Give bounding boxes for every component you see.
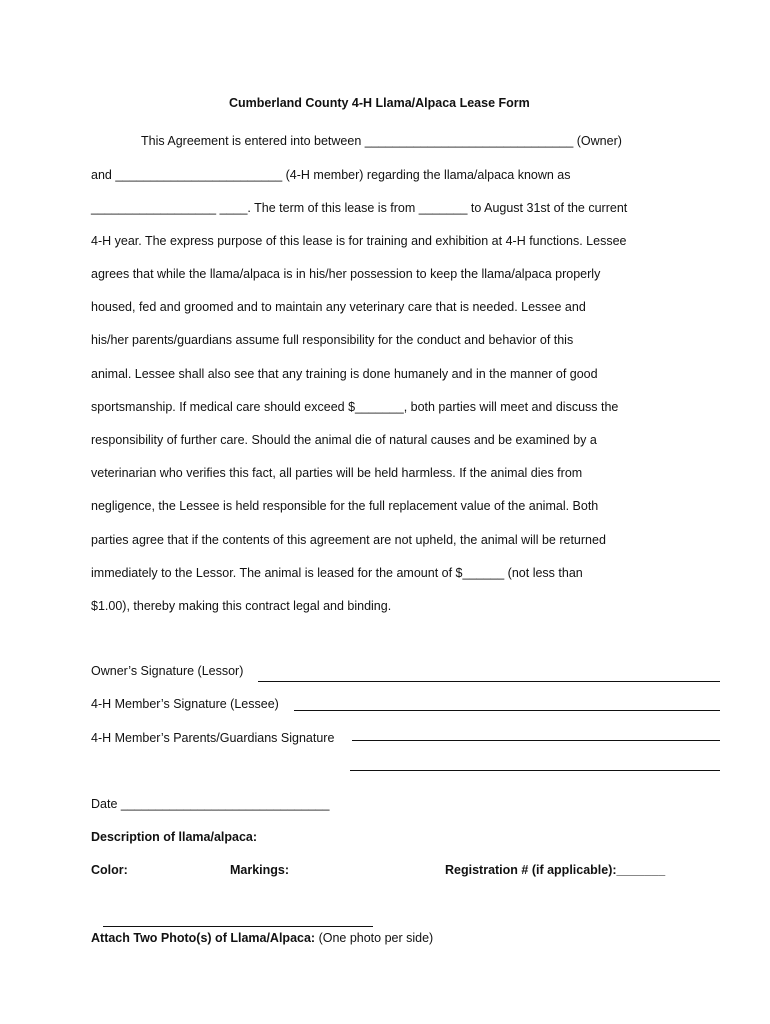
agreement-line-9: sportsmanship. If medical care should exceed $_______, both parties will meet and discuss the	[91, 400, 619, 414]
photo-line	[103, 926, 373, 927]
agreement-line-1: This Agreement is entered into between ______________________________ (Owner)	[141, 134, 622, 148]
agreement-line-13: parties agree that if the contents of this agreement are not upheld, the animal will be returned	[91, 533, 606, 547]
form-title: Cumberland County 4-H Llama/Alpaca Lease Form	[229, 96, 530, 110]
parents-signature-line[interactable]	[352, 740, 720, 741]
agreement-line-10: responsibility of further care. Should the animal die of natural causes and be examined by a	[91, 433, 597, 447]
agreement-line-11: veterinarian who verifies this fact, all parties will be held harmless. If the animal dies from	[91, 466, 583, 480]
agreement-line-12: negligence, the Lessee is held responsible for the full replacement value of the animal. Both	[91, 499, 599, 513]
date-field[interactable]: Date ______________________________	[91, 797, 330, 811]
owner-signature-label: Owner’s Signature (Lessor)	[91, 664, 244, 678]
agreement-line-2: and ________________________ (4-H member) regarding the llama/alpaca known as	[91, 168, 571, 182]
owner-signature-line[interactable]	[258, 681, 720, 682]
parents-signature-line-2[interactable]	[350, 770, 720, 771]
agreement-line-6: housed, fed and groomed and to maintain any veterinary care that is needed. Lessee and	[91, 300, 586, 314]
attach-photos-instruction	[91, 930, 433, 946]
agreement-line-7: his/her parents/guardians assume full responsibility for the conduct and behavior of this	[91, 333, 574, 347]
agreement-line-3: __________________ ____. The term of this lease is from _______ to August 31st of the current	[91, 201, 628, 215]
markings-label: Markings:	[230, 863, 290, 877]
agreement-line-14: immediately to the Lessor. The animal is leased for the amount of $______ (not less than	[91, 566, 583, 580]
description-heading: Description of llama/alpaca:	[91, 830, 258, 844]
member-signature-line[interactable]	[294, 710, 720, 711]
member-signature-label: 4-H Member’s Signature (Lessee)	[91, 697, 279, 711]
agreement-line-5: agrees that while the llama/alpaca is in his/her possession to keep the llama/alpaca properly	[91, 267, 601, 281]
attach-photos-label: Attach Two Photo(s) of Llama/Alpaca:	[91, 931, 316, 945]
color-label: Color:	[91, 863, 128, 877]
registration-field[interactable]: Registration # (if applicable):_______	[445, 863, 666, 877]
attach-photos-note: (One photo per side)	[315, 931, 434, 945]
parents-signature-label: 4-H Member’s Parents/Guardians Signature	[91, 731, 335, 745]
agreement-line-8: animal. Lessee shall also see that any training is done humanely and in the manner of good	[91, 367, 598, 381]
agreement-line-15: $1.00), thereby making this contract legal and binding.	[91, 599, 392, 613]
agreement-line-4: 4-H year. The express purpose of this lease is for training and exhibition at 4-H functions. Lessee	[91, 234, 627, 248]
